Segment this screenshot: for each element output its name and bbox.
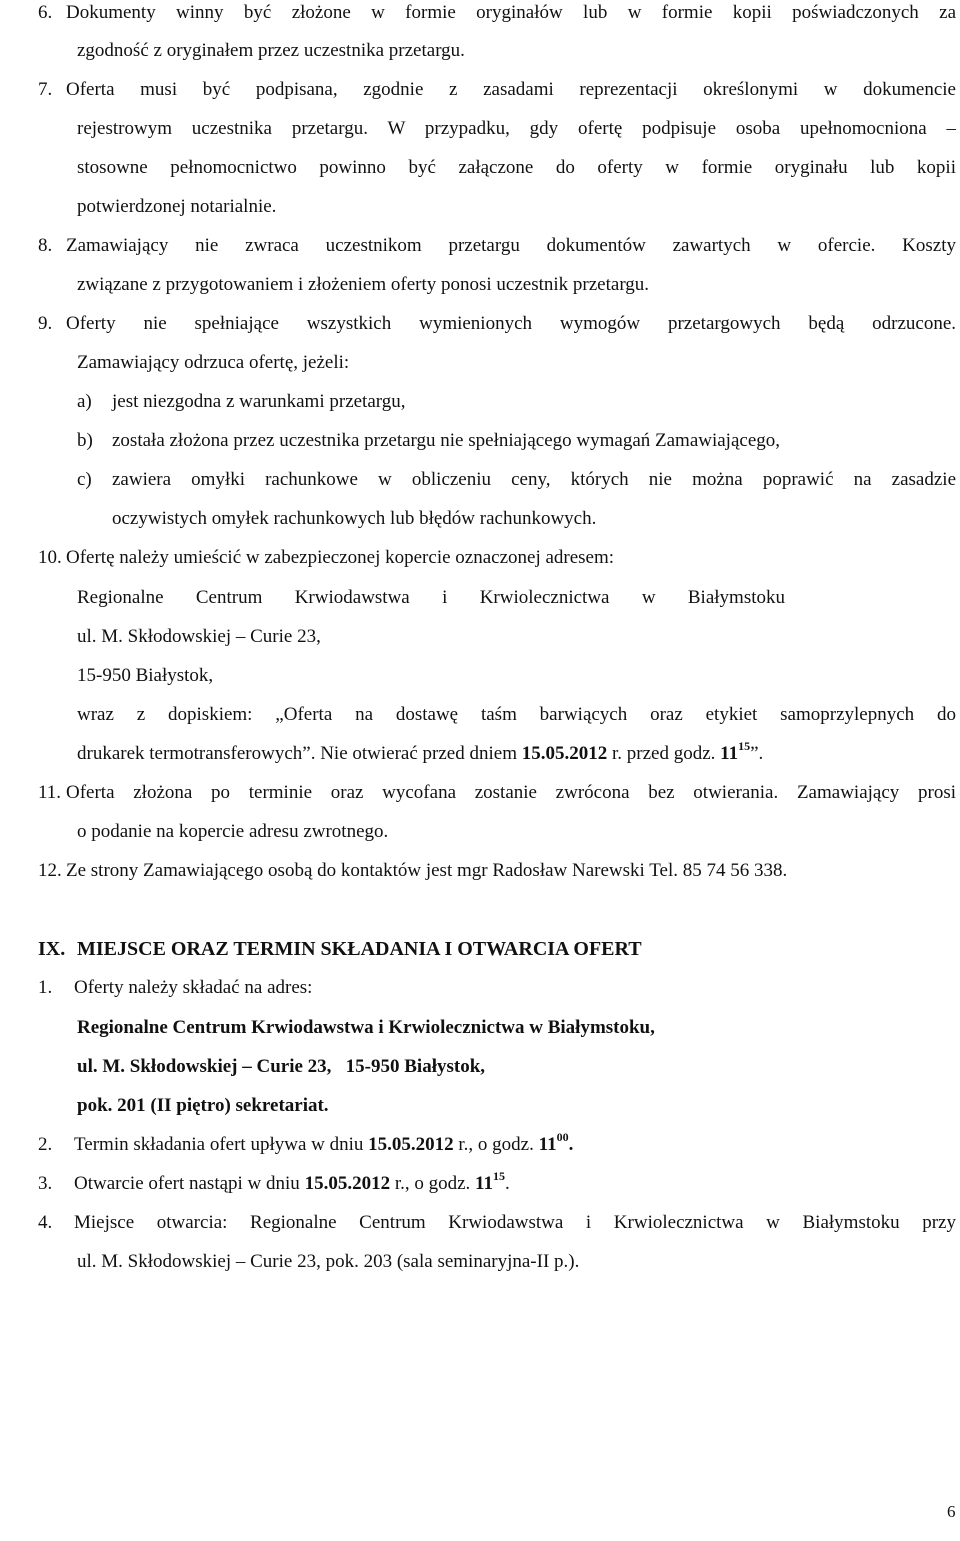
section-ix-title: MIEJSCE ORAZ TERMIN SKŁADANIA I OTWARCIA OFERT [77,938,642,960]
item-6-line-2: zgodność z oryginałem przez uczestnika przetargu. [77,40,465,61]
item-2-hour: 11 [538,1134,557,1155]
item-10-number: 10. [38,547,62,568]
item-2-date: 15.05.2012 [368,1134,454,1155]
item-8-number: 8. [38,235,53,256]
item-10-line-6-end: ”. [750,743,764,764]
item-9-c-marker: c) [77,469,92,490]
item-9-b-marker: b) [77,430,93,451]
item-3-minute: 15 [492,1168,505,1183]
item-6-line-1: Dokumenty winny być złożone w formie oryginałów lub w formie kopii poświadczonych za [66,2,956,23]
item-10-address-2: ul. M. Skłodowskiej – Curie 23, [77,626,321,647]
section-ix-item-1-text: Oferty należy składać na adres: [74,977,313,998]
item-9-a-text: jest niezgodna z warunkami przetargu, [112,391,406,412]
item-11-number: 11. [38,782,62,803]
item-3-label: Otwarcie ofert nastąpi w dniu [74,1173,305,1194]
item-10-address-1: Regionalne Centrum Krwiodawstwa i Krwiolecznictwa w Białymstoku [77,587,785,608]
section-ix-number: IX. [38,938,66,960]
item-9-a-marker: a) [77,391,92,412]
item-7-line-4: potwierdzonej notarialnie. [77,196,277,217]
item-10-minute: 15 [738,738,751,753]
section-ix-address-3: pok. 201 (II piętro) sekretariat. [77,1095,329,1116]
item-9-c-line-2: oczywistych omyłek rachunkowych lub błędów rachunkowych. [112,508,597,529]
item-2-label: Termin składania ofert upływa w dniu [74,1134,369,1155]
item-2-mid: r., o godz. [453,1134,539,1155]
item-7-line-1: Oferta musi być podpisana, zgodnie z zasadami reprezentacji określonymi w dokumencie [66,79,956,100]
item-11-line-1: Oferta złożona po terminie oraz wycofana zostanie zwrócona bez otwierania. Zamawiający prosi [66,782,956,803]
item-9-b-text: została złożona przez uczestnika przetargu nie spełniającego wymagań Zamawiającego, [112,430,781,451]
item-9-number: 9. [38,313,53,334]
item-12-line-1: Ze strony Zamawiającego osobą do kontaktów jest mgr Radosław Narewski Tel. 85 74 56 338. [66,860,788,881]
item-3-hour: 11 [475,1173,493,1194]
section-ix-item-3-text [74,1168,510,1195]
item-7-number: 7. [38,79,53,100]
section-ix-item-3-number: 3. [38,1173,53,1194]
item-10-address-3: 15-950 Białystok, [77,665,214,686]
section-ix-address-2: ul. M. Skłodowskiej – Curie 23, 15-950 Białystok, [77,1056,486,1077]
section-ix-item-4-number: 4. [38,1212,53,1233]
item-3-end: . [504,1173,510,1194]
item-10-line-6-text: drukarek termotransferowych”. Nie otwierać przed dniem [77,743,522,764]
section-ix-item-4-line-2: ul. M. Skłodowskiej – Curie 23, pok. 203 (sala seminaryjna-II p.). [77,1251,580,1272]
item-10-line-5: wraz z dopiskiem: „Oferta na dostawę taśm barwiących oraz etykiet samoprzylepnych do [77,704,956,725]
item-9-c-line-1: zawiera omyłki rachunkowe w obliczeniu ceny, których nie można poprawić na zasadzie [112,469,956,490]
item-10-line-6-mid: r. przed godz. [607,743,721,764]
item-3-mid: r., o godz. [390,1173,476,1194]
item-10-line-1: Ofertę należy umieścić w zabezpieczonej kopercie oznaczonej adresem: [66,547,615,568]
item-8-line-1: Zamawiający nie zwraca uczestnikom przetargu dokumentów zawartych w ofercie. Koszty [66,235,956,256]
item-10-line-6 [77,738,764,765]
item-10-date: 15.05.2012 [521,743,608,764]
item-10-hour: 11 [720,743,739,764]
section-ix-item-1-number: 1. [38,977,53,998]
section-ix-item-4-line-1: Miejsce otwarcia: Regionalne Centrum Krwiodawstwa i Krwiolecznictwa w Białymstoku przy [74,1212,956,1233]
section-ix-item-2-number: 2. [38,1134,53,1155]
item-2-end: . [568,1134,574,1155]
section-ix-address-1: Regionalne Centrum Krwiodawstwa i Krwiolecznictwa w Białymstoku, [77,1017,655,1038]
item-7-line-2: rejestrowym uczestnika przetargu. W przypadku, gdy ofertę podpisuje osoba upełnomocniona – [77,118,956,139]
page-number: 6 [947,1502,956,1521]
item-12-number: 12. [38,860,62,881]
section-ix-item-2-text [74,1129,574,1156]
item-9-line-2: Zamawiający odrzuca ofertę, jeżeli: [77,352,350,373]
item-3-date: 15.05.2012 [304,1173,391,1194]
item-2-minute: 00 [556,1129,569,1144]
item-11-line-2: o podanie na kopercie adresu zwrotnego. [77,821,389,842]
item-8-line-2: związane z przygotowaniem i złożeniem oferty ponosi uczestnik przetargu. [77,274,650,295]
item-6-number: 6. [38,2,53,23]
item-9-line-1: Oferty nie spełniające wszystkich wymienionych wymogów przetargowych będą odrzucone. [66,313,956,334]
item-7-line-3: stosowne pełnomocnictwo powinno być załączone do oferty w formie oryginału lub kopii [77,157,956,178]
